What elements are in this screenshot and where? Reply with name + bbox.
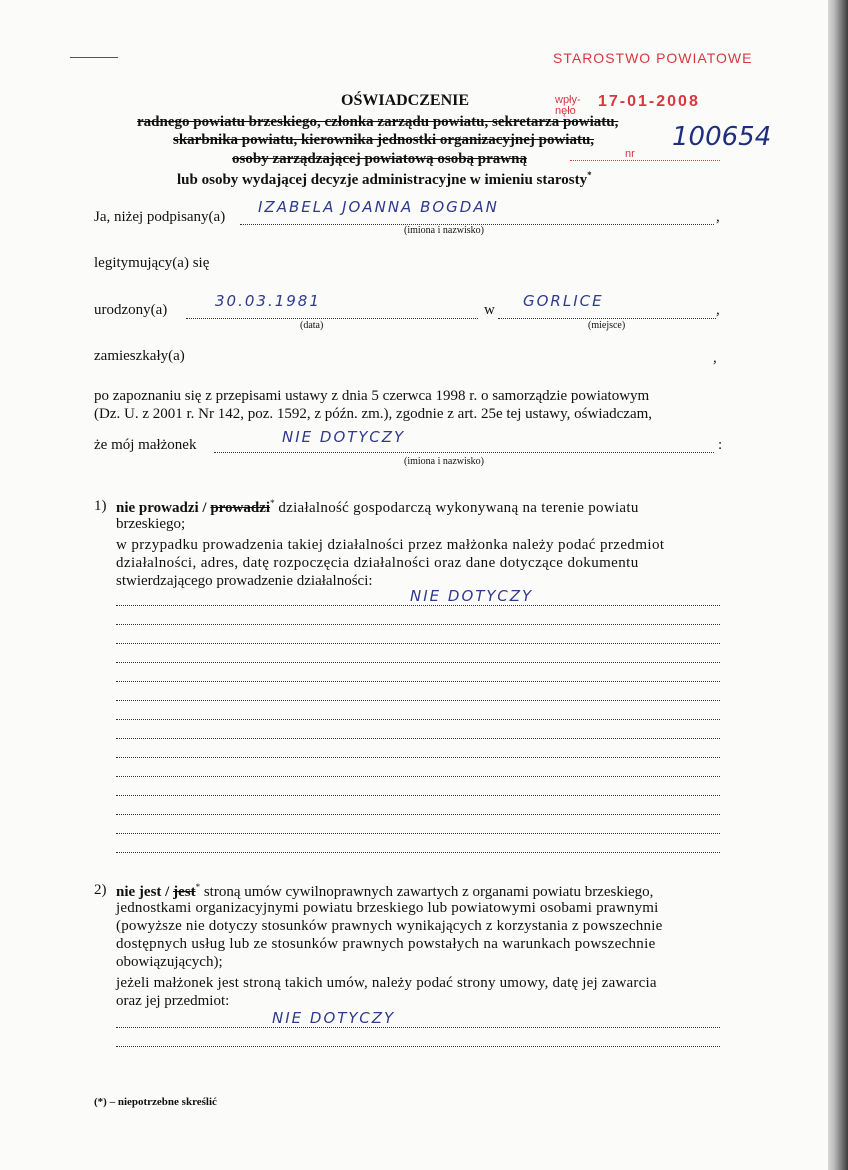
born-place-dots <box>498 318 716 319</box>
id-label: legitymujący(a) się <box>94 255 210 271</box>
answer-line <box>116 757 720 758</box>
header-line-1: radnego powiatu brzeskiego, członka zarządu powiatu, sekretarza powiatu, <box>137 114 619 130</box>
header-line-2: skarbnika powiatu, kierownika jednostki organizacyjnej powiatu, <box>173 132 595 148</box>
scan-edge <box>828 0 848 1170</box>
answer-line <box>116 719 720 720</box>
section1-line-4: działalności, adres, datę rozpoczęcia działalności oraz dane dotyczące dokumentu <box>116 555 639 571</box>
header-asterisk: * <box>587 170 592 180</box>
footnote: (*) – niepotrzebne skreślić <box>94 1096 217 1108</box>
section2-answer-line <box>116 1027 720 1028</box>
section2-star: * <box>195 882 201 892</box>
stamp-office: STAROSTWO POWIATOWE <box>553 50 753 66</box>
section2-line-3: (powyższe nie dotyczy stosunków prawnych wynikających z korzystania z powszechnie <box>116 918 663 934</box>
section1-line-1 <box>116 498 639 517</box>
resident-comma: , <box>713 350 717 366</box>
answer-line <box>116 795 720 796</box>
section2-bold-a: nie jest / <box>116 884 170 900</box>
born-date-dots <box>186 318 478 319</box>
section1-star: * <box>270 498 275 508</box>
stamp-nr-dots <box>570 160 720 161</box>
section2-num: 2) <box>94 882 107 898</box>
stamp-nr-label: nr <box>625 148 635 160</box>
intro-line-2: (Dz. U. z 2001 r. Nr 142, poz. 1592, z późn. zm.), zgodnie z art. 25e tej ustawy, oświadczam, <box>94 406 653 422</box>
section2-line-7: oraz jej przedmiot: <box>116 993 230 1009</box>
place-caption: (miejsce) <box>588 320 626 331</box>
born-place: GORLICE <box>523 292 604 310</box>
section2-line-4: dostępnych usług lub ze stosunków prawnych powstałych na warunkach powszechnie <box>116 936 656 952</box>
stamp-date: 17-01-2008 <box>598 93 700 110</box>
answer-line <box>116 833 720 834</box>
section1-line-5: stwierdzającego prowadzenie działalności: <box>116 573 373 589</box>
intro-line-1: po zapoznaniu się z przepisami ustawy z dnia 5 czerwca 1998 r. o samorządzie powiatowym <box>94 388 650 404</box>
header-line-4-text: lub osoby wydającej decyzje administracyjne w imieniu starosty <box>177 172 588 188</box>
section1-bold-b: prowadzi <box>210 500 271 516</box>
corner-mark <box>70 52 118 58</box>
resident-label: zamieszkały(a) <box>94 348 185 364</box>
signed-caption: (imiona i nazwisko) <box>404 225 484 236</box>
answer-line <box>116 681 720 682</box>
section2-line-1 <box>116 882 653 901</box>
spouse-colon: : <box>718 437 723 453</box>
answer-line <box>116 776 720 777</box>
section2-answer-line <box>116 1046 720 1047</box>
answer-line <box>116 852 720 853</box>
section2-line-6: jeżeli małżonek jest stroną takich umów, należy podać strony umowy, datę jej zawarcia <box>116 975 657 991</box>
section1-num: 1) <box>94 498 107 514</box>
born-date: 30.03.1981 <box>215 292 321 310</box>
spouse-label: że mój małżonek <box>94 437 197 453</box>
section1-line-3: w przypadku prowadzenia takiej działalności przez małżonka należy podać przedmiot <box>116 537 665 553</box>
answer-line <box>116 662 720 663</box>
spouse-caption: (imiona i nazwisko) <box>404 456 484 467</box>
stamp-received-label: wpły- nęło <box>555 94 581 117</box>
answer-line <box>116 700 720 701</box>
signed-label: Ja, niżej podpisany(a) <box>94 209 226 225</box>
page-title: OŚWIADCZENIE <box>341 92 470 109</box>
answer-line <box>116 605 720 606</box>
date-caption: (data) <box>300 320 324 331</box>
section1-answer: NIE DOTYCZY <box>410 587 534 605</box>
section2-line-1-rest: stroną umów cywilnoprawnych zawartych z organami powiatu brzeskiego, <box>203 884 654 900</box>
answer-line <box>116 624 720 625</box>
section2-line-5: obowiązujących); <box>116 954 223 970</box>
section1-line-2: brzeskiego; <box>116 516 186 532</box>
in-label: w <box>484 302 495 318</box>
section2-bold-b: jest <box>173 884 196 900</box>
spouse-dots <box>214 452 714 453</box>
header-line-4 <box>177 170 592 189</box>
spouse-value: NIE DOTYCZY <box>282 428 406 446</box>
born-label: urodzony(a) <box>94 302 168 318</box>
signed-value: IZABELA JOANNA BOGDAN <box>258 198 499 216</box>
section1-line-1-rest: działalność gospodarczą wykonywaną na terenie powiatu <box>278 500 639 516</box>
section2-line-2: jednostkami organizacyjnymi powiatu brzeskiego lub powiatowymi osobami prawnymi <box>116 900 659 916</box>
answer-line <box>116 814 720 815</box>
answer-line <box>116 643 720 644</box>
section2-answer: NIE DOTYCZY <box>272 1009 396 1027</box>
stamp-number: 100654 <box>672 122 772 152</box>
born-comma: , <box>716 302 720 318</box>
signed-comma: , <box>716 209 720 225</box>
section1-bold-a: nie prowadzi / <box>116 500 207 516</box>
header-line-3: osoby zarządzającej powiatową osobą prawną <box>232 151 527 167</box>
answer-line <box>116 738 720 739</box>
